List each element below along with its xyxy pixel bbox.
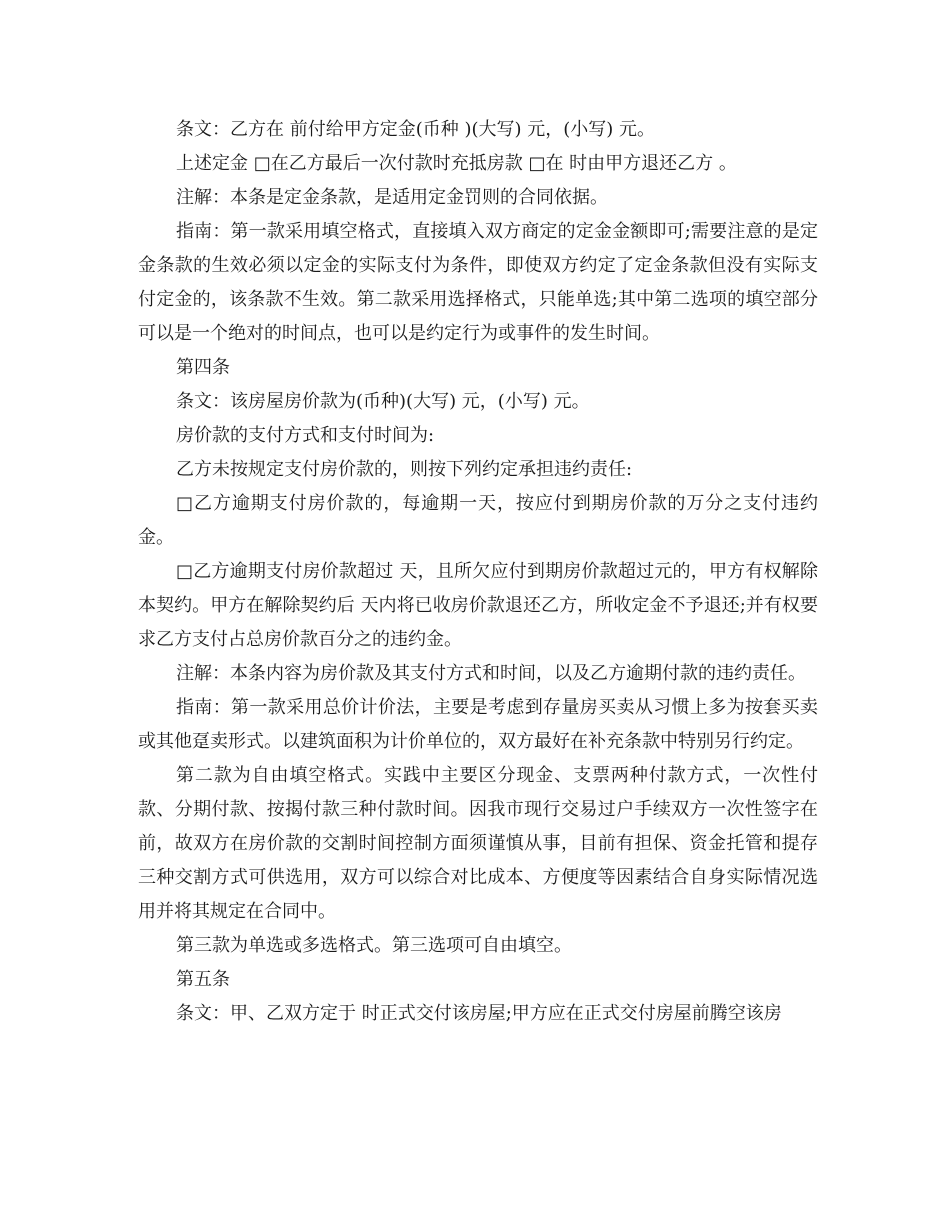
clause-price-guide-2: 第二款为自由填空格式。实践中主要区分现金、支票两种付款方式，一次性付款、分期付款、按揭付款三种付款时间。因我市现行交易过户手续双方一次性签字在前，故双方在房价款的交割时间控制方面须谨慎从事，目前有担保、资金托管和提存三种交割方式可供选用，双方可以综合对比成本、方便度等因素结合自身实际情况选用并将其规定在合同中。 (138, 765, 818, 922)
clause-deposit-text: 条文：乙方在 前付给甲方定金(币种 )(大写) 元，(小写) 元。 (176, 119, 656, 140)
clause-price-guide-1: 指南：第一款采用总价计价法，主要是考虑到存量房买卖从习惯上多为按套买卖或其他趸卖形式。以建筑面积为计价单位的，双方最好在补充条款中特别另行约定。 (138, 697, 818, 752)
clause-breach-intro: 乙方未按规定支付房价款的，则按下列约定承担违约责任: (176, 459, 633, 480)
clause-delivery-text: 条文：甲、乙双方定于 时正式交付该房屋;甲方应在正式交付房屋前腾空该房 (176, 1003, 782, 1024)
clause-breach-option-1: □乙方逾期支付房价款的，每逾期一天，按应付到期房价款的万分之支付违约金。 (138, 493, 818, 548)
article-4-heading: 第四条 (176, 357, 230, 378)
article-5-heading: 第五条 (176, 969, 230, 990)
clause-price-guide-3: 第三款为单选或多选格式。第三选项可自由填空。 (176, 935, 572, 956)
clause-deposit-guide: 指南：第一款采用填空格式，直接填入双方商定的定金金额即可;需要注意的是定金条款的生效必须以定金的实际支付为条件，即使双方约定了定金条款但没有实际支付定金的，该条款不生效。第二款采用选择格式，只能单选;其中第二选项的填空部分可以是一个绝对的时间点，也可以是约定行为或事件的发生时间。 (138, 221, 818, 344)
clause-deposit-options: 上述定金 □在乙方最后一次付款时充抵房款 □在 时由甲方退还乙方 。 (176, 153, 737, 174)
clause-price-text: 条文：该房屋房价款为(币种)(大写) 元，(小写) 元。 (176, 391, 590, 412)
clause-price-note: 注解：本条内容为房价款及其支付方式和时间，以及乙方逾期付款的违约责任。 (176, 663, 806, 684)
clause-deposit-note: 注解：本条是定金条款，是适用定金罚则的合同依据。 (176, 187, 608, 208)
clause-payment-method: 房价款的支付方式和支付时间为: (176, 425, 435, 446)
clause-breach-option-2: □乙方逾期支付房价款超过 天，且所欠应付到期房价款超过元的，甲方有权解除本契约。甲方在解除契约后 天内将已收房价款退还乙方，所收定金不予退还;并有权要求乙方支付占总房价款百分之的违约金。 (138, 561, 818, 650)
document-body (138, 113, 818, 1031)
